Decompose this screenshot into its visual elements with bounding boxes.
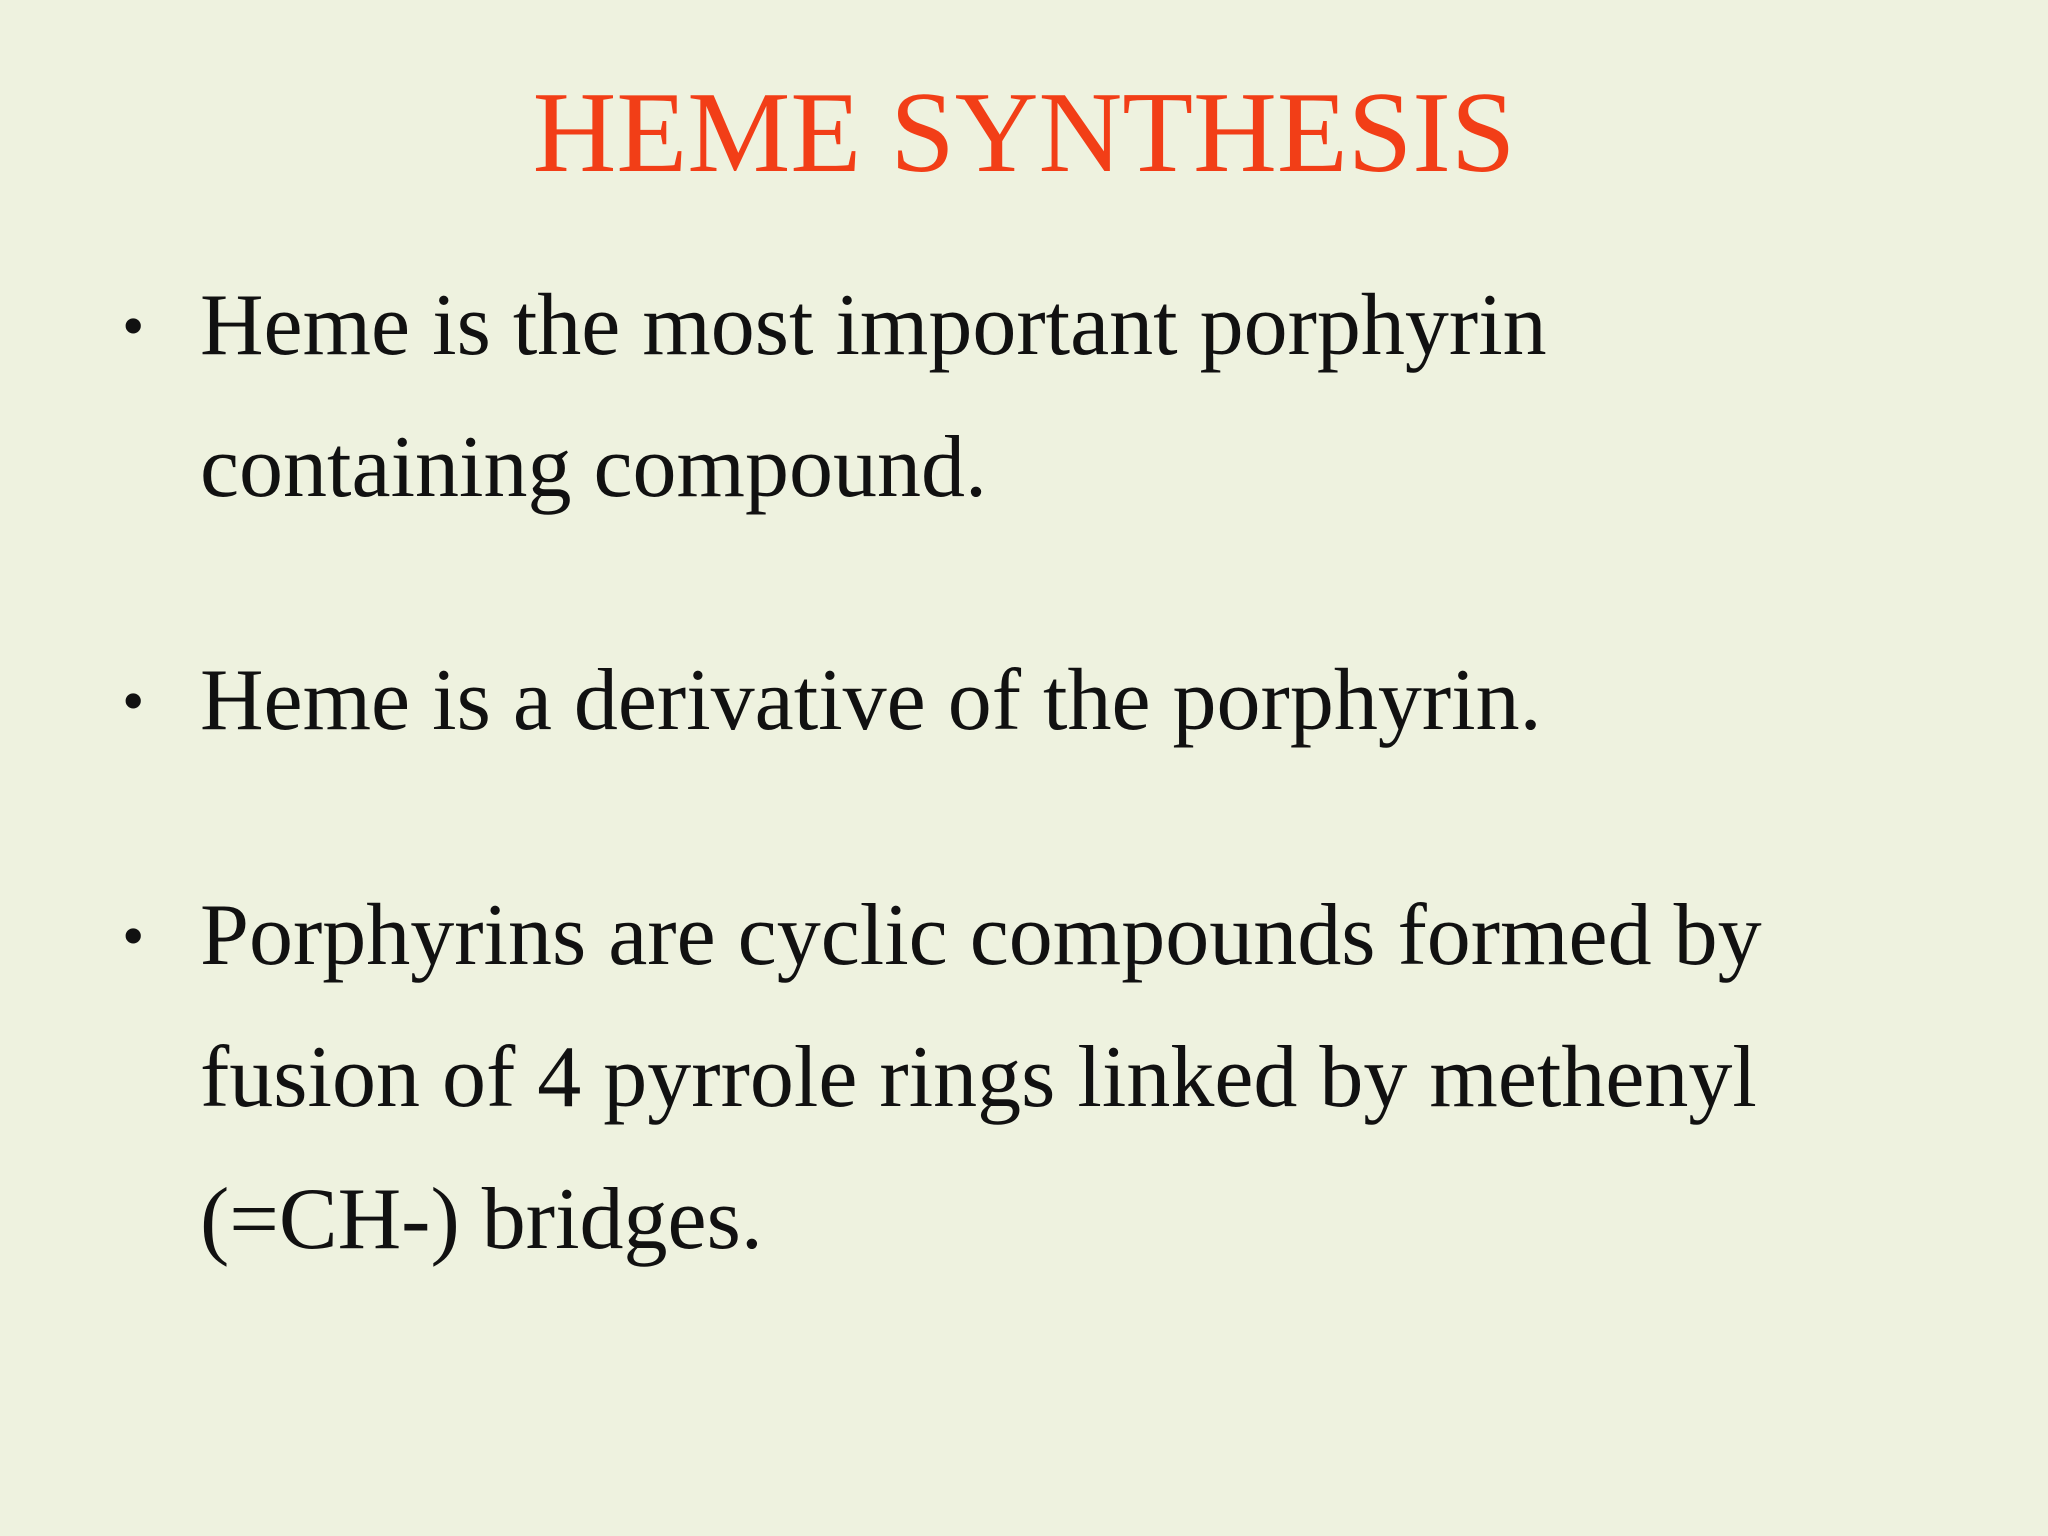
bullet-text-line: fusion of 4 pyrrole rings linked by methenyl <box>200 1029 1757 1126</box>
bullet-item <box>122 865 1900 1291</box>
bullet-text-line: Porphyrins are cyclic compounds formed by <box>200 887 1762 984</box>
bullet-text-line: (=CH-) bridges. <box>200 1171 763 1268</box>
bullet-text-line: containing compound. <box>200 419 987 516</box>
bullet-dot-icon: • <box>122 290 145 361</box>
bullet-text-line: Heme is the most important porphyrin <box>200 277 1547 374</box>
bullet-item <box>122 255 1900 539</box>
slide-title: HEME SYNTHESIS <box>532 69 1516 197</box>
bullet-item <box>122 630 1900 772</box>
bullet-text-line: Heme is a derivative of the porphyrin. <box>200 652 1542 749</box>
bullet-dot-icon: • <box>122 900 145 971</box>
bullet-dot-icon: • <box>122 665 145 736</box>
